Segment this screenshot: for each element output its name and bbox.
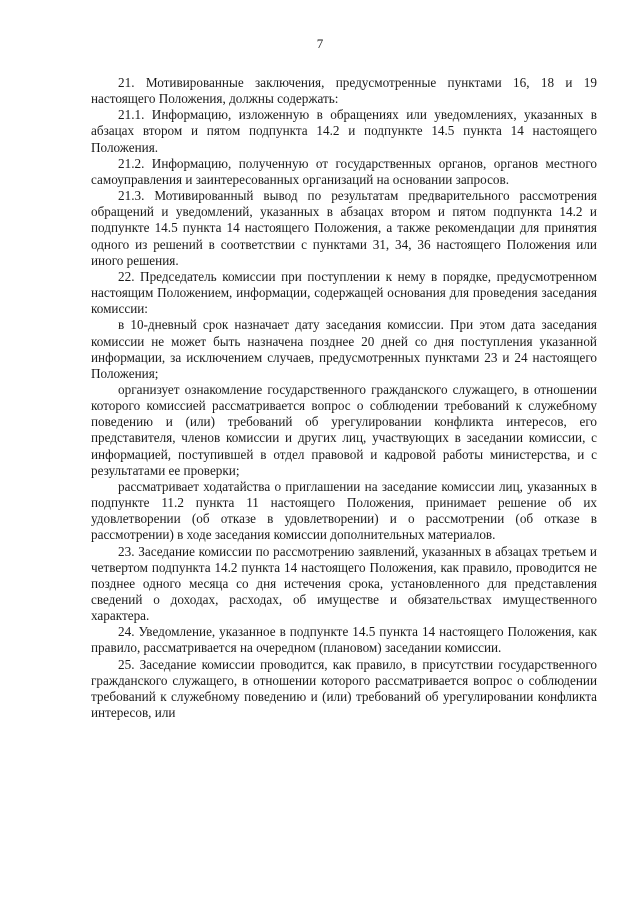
- paragraph-22-item-1: в 10-дневный срок назначает дату заседания комиссии. При этом дата заседания комиссии не может быть назначена позднее 20 дней со дня поступления указанной информации, за исключением случаев, предусмотренных пунктами 23 и 24 настоящего Положения;: [91, 317, 597, 381]
- paragraph-22-item-2: организует ознакомление государственного гражданского служащего, в отношении которого комиссией рассматривается вопрос о соблюдении требований к служебному поведению и (или) требований об урегулировании конфликта интересов, его представителя, членов комиссии и других лиц, участвующих в заседании комиссии, с информацией, поступившей в отдел правовой и кадровой работы министерства, и с результатами ее проверки;: [91, 381, 597, 478]
- page-number: 7: [316, 36, 324, 51]
- paragraph-22-item-3: рассматривает ходатайства о приглашении на заседание комиссии лиц, указанных в подпункте 11.2 пункта 11 настоящего Положения, принимает решение об их удовлетворении (об отказе в удовлетворении) и о рассмотрении (об отказе в рассмотрении) в ходе заседания комиссии дополнительных материалов.: [91, 478, 597, 543]
- paragraph-21-3: 21.3. Мотивированный вывод по результатам предварительного рассмотрения обращений и уведомлений, указанных в абзацах втором и пятом подпункта 14.2 и подпункте 14.5 пункта 14 настоящего Положения, а также рекомендации для принятия одного из решений в соответствии с пунктами 31, 34, 36 настоящего Положения или иного решения.: [91, 188, 597, 268]
- paragraph-23: 23. Заседание комиссии по рассмотрению заявлений, указанных в абзацах третьем и четвертом подпункта 14.2 пункта 14 настоящего Положения, как правило, проводится не позднее одного месяца со дня истечения срока, установленного для представления сведений о доходах, расходах, об имуществе и обязательствах имущественного характера.: [91, 543, 597, 624]
- paragraph-24: 24. Уведомление, указанное в подпункте 14.5 пункта 14 настоящего Положения, как правило, рассматривается на очередном (плановом) заседании комиссии.: [91, 624, 597, 656]
- paragraph-21-1: 21.1. Информацию, изложенную в обращениях или уведомлениях, указанных в абзацах втором и пятом подпункта 14.2 и подпункте 14.5 пункта 14 настоящего Положения.: [91, 107, 597, 155]
- paragraph-25: 25. Заседание комиссии проводится, как правило, в присутствии государственного гражданского служащего, в отношении которого рассматривается вопрос о соблюдении требований к служебному поведению и (или) требований об урегулировании конфликта интересов, или: [91, 656, 597, 721]
- paragraph-22: 22. Председатель комиссии при поступлении к нему в порядке, предусмотренном настоящим Положением, информации, содержащей основания для проведения заседания комиссии:: [91, 268, 597, 317]
- document-body: [91, 75, 597, 721]
- paragraph-21: 21. Мотивированные заключения, предусмотренные пунктами 16, 18 и 19 настоящего Положения, должны содержать:: [91, 75, 597, 107]
- paragraph-21-2: 21.2. Информацию, полученную от государственных органов, органов местного самоуправления и заинтересованных организаций на основании запросов.: [91, 155, 597, 187]
